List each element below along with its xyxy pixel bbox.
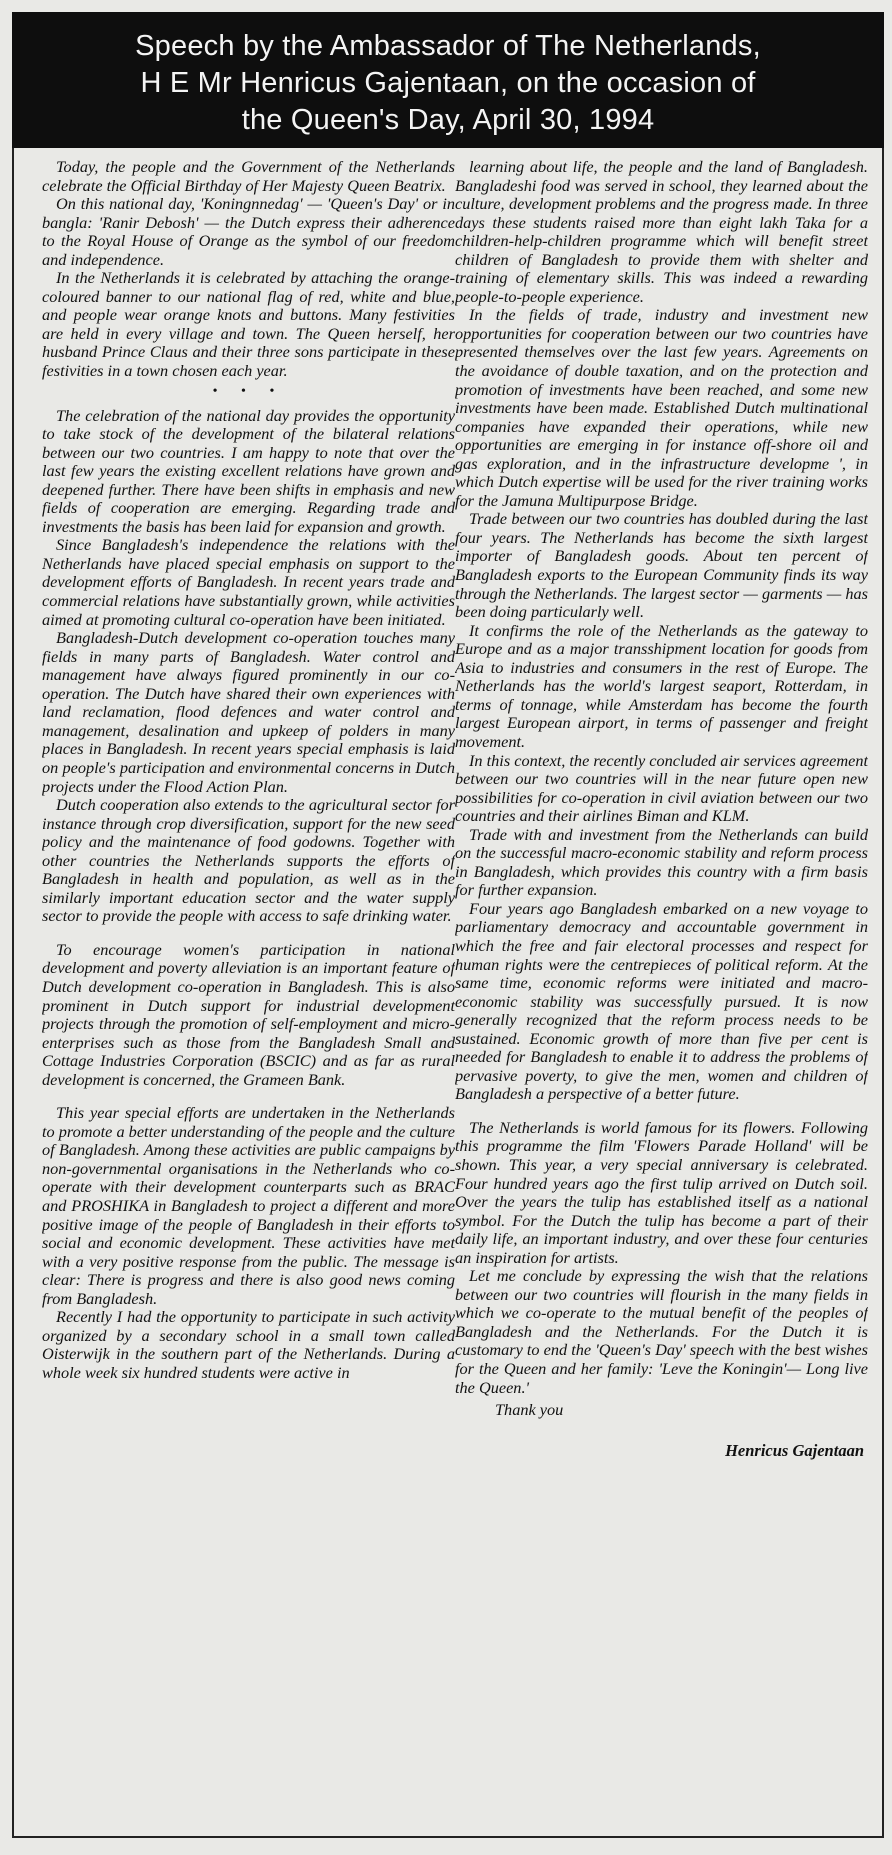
paragraph: Today, the people and the Government of the Netherlands celebrate the Official Birthday of Her Majesty Queen Beatrix. bbox=[42, 158, 455, 195]
paragraph: It confirms the role of the Netherlands as the gateway to Europe and as a major transshipment location for goods from Asia to industries and consumers in the rest of Europe. The Netherlands has the world's largest seaport, Rotterdam, in terms of tonnage, while Amsterdam has become the fourth largest European airport, in terms of passenger and freight movement. bbox=[455, 620, 868, 751]
paragraph: Trade with and investment from the Netherlands can build on the successful macro-economic stability and reform process in Bangladesh, which provides this country with a firm basis for further expansion. bbox=[455, 824, 868, 900]
paragraph: Recently I had the opportunity to participate in such activity organized by a secondary school in a small town called Oisterwijk in the southern part of the Netherlands. During a whole week six hundred students were active in bbox=[42, 1307, 455, 1382]
paragraph: Since Bangladesh's independence the relations with the Netherlands have placed special emphasis on support to the development efforts of Bangladesh. In recent years trade and commercial relations have substantially grown, while activities aimed at promoting cultural co-operation have been initiated. bbox=[42, 535, 455, 629]
headline-line-1: Speech by the Ambassador of The Netherlands, bbox=[135, 30, 761, 62]
paragraph: This year special efforts are undertaken in the Netherlands to promote a better understanding of the people and the culture of Bangladesh. Among these activities are public campaigns by non-governmental organisations in the Netherlands who co-operate with their development counterparts such as BRAC and PROSHIKA in Bangladesh to project a different and more positive image of the people of Bangladesh in their efforts to social and economic development. These activities have met with a very positive response from the public. The message is clear: There is progress and there is also good news coming from Bangladesh. bbox=[42, 1103, 455, 1308]
paragraph: Bangladesh-Dutch development co-operation touches many fields in many parts of Bangladesh. Water control and management have always figured prominently in our co-operation. The Dutch have shared their own experiences with land reclamation, flood defences and water control and management, desalination and upkeep of polders in many places in Bangladesh. In recent years special emphasis is laid on people's participation and environmental concerns in Dutch projects under the Flood Action Plan. bbox=[42, 628, 455, 796]
headline-line-2: H E Mr Henricus Gajentaan, on the occasion of bbox=[140, 67, 756, 99]
section-separator: • • • bbox=[212, 383, 285, 399]
left-column bbox=[42, 158, 455, 1836]
paragraph: learning about life, the people and the land of Bangladesh. Bangladeshi food was served in school, they learned about the culture, development problems and the progress made. In three days these students raised more than eight lakh Taka for a children-help-children programme which will benefit street children of Bangladesh to provide them with shelter and training of elementary skills. This was indeed a rewarding people-to-people experience. bbox=[455, 158, 868, 306]
article-frame bbox=[12, 148, 884, 1838]
headline-line-3: the Queen's Day, April 30, 1994 bbox=[241, 104, 655, 136]
headline-banner bbox=[12, 12, 884, 148]
paragraph: Dutch cooperation also extends to the agricultural sector for instance through crop diversification, support for the new seed policy and the maintenance of food godowns. Together with other countries the Netherlands supports the efforts of Bangladesh in health and population, as well as in the similarly important education sector and the water supply sector to provide the people with access to safe drinking water. bbox=[42, 795, 455, 926]
paragraph: Four years ago Bangladesh embarked on a new voyage to parliamentary democracy and accountable government in which the free and fair electoral processes and respect for human rights were the centrepieces of political reform. At the same time, economic reforms were initiated and macro-economic stability was successfully pursued. It is now generally recognized that the reform process needs to be sustained. Economic growth of more than five per cent is needed for Bangladesh to enable it to address the problems of pervasive poverty, to give the men, women and children of Bangladesh a perspective of a better future. bbox=[455, 898, 868, 1104]
paragraph: Trade between our two countries has doubled during the last four years. The Netherlands has become the sixth largest importer of Bangladesh goods. About ten percent of Bangladesh exports to the European Community finds its way through the Netherlands. The largest sector — garments — has been doing particularly well. bbox=[455, 509, 868, 622]
closing-line: Thank you bbox=[495, 1400, 564, 1420]
paragraph: In this context, the recently concluded air services agreement between our two countries will in the near future open new possibilities for co-operation in civil aviation between our two countries and their airlines Biman and KLM. bbox=[455, 750, 868, 826]
paragraph: In the Netherlands it is celebrated by attaching the orange-coloured banner to our national flag of red, white and blue, and people wear orange knots and buttons. Many festivities are held in every village and town. The Queen herself, her husband Prince Claus and their three sons participate in these festivities in a town chosen each year. bbox=[42, 268, 455, 381]
paragraph: In the fields of trade, industry and investment new opportunities for cooperation between our two countries have presented themselves over the last few years. Agreements on the avoidance of double taxation, and on the protection and promotion of investments have been reached, and some new investments have been made. Established Dutch multinational companies have expanded their operations, while new opportunities are emerging in for instance off-shore oil and gas exploration, and in the infrastructure developme ', in which Dutch expertise will be used for the river training works for the Jamuna Multipurpose Bridge. bbox=[455, 305, 868, 510]
paragraph: The celebration of the national day provides the opportunity to take stock of the development of the bilateral relations between our two countries. I am happy to note that over the last few years the existing excellent relations have grown and deepened further. There have been shifts in emphasis and new fields of cooperation are emerging. Regarding trade and investments the basis has been laid for expansion and growth. bbox=[42, 405, 455, 536]
paragraph: Let me conclude by expressing the wish that the relations between our two countries will flourish in the many fields in which we co-operate to the mutual benefit of the peoples of Bangladesh and the Netherlands. For the Dutch it is customary to end the 'Queen's Day' speech with the best wishes for the Queen and her family: 'Leve the Koningin'— Long live the Queen.' bbox=[455, 1266, 868, 1397]
right-column bbox=[455, 158, 868, 1836]
paragraph: The Netherlands is world famous for its flowers. Following this programme the film 'Flowers Parade Holland' will be shown. This year, a very special anniversary is celebrated. Four hundred years ago the first tulip arrived on Dutch soil. Over the years the tulip has established itself as a national symbol. For the Dutch the tulip has become a part of their daily life, an important industry, and over these four centuries an inspiration for artists. bbox=[455, 1117, 868, 1267]
paragraph: To encourage women's participation in national development and poverty alleviation is an important feature of Dutch development co-operation in Bangladesh. This is also prominent in Dutch support for industrial development projects through the promotion of self-employment and micro-enterprises such as those from the Bangladesh Small and Cottage Industries Corporation (BSCIC) and as far as rural development is concerned, the Grameen Bank. bbox=[42, 939, 455, 1089]
article-columns bbox=[42, 158, 868, 1836]
signature: Henricus Gajentaan bbox=[725, 1440, 864, 1460]
paragraph: On this national day, 'Koningnnedag' — 'Queen's Day' or in bangla: 'Ranir Debosh' — the Dutch express their adherence to the Royal House of Orange as the symbol of our freedom and independence. bbox=[42, 194, 455, 269]
